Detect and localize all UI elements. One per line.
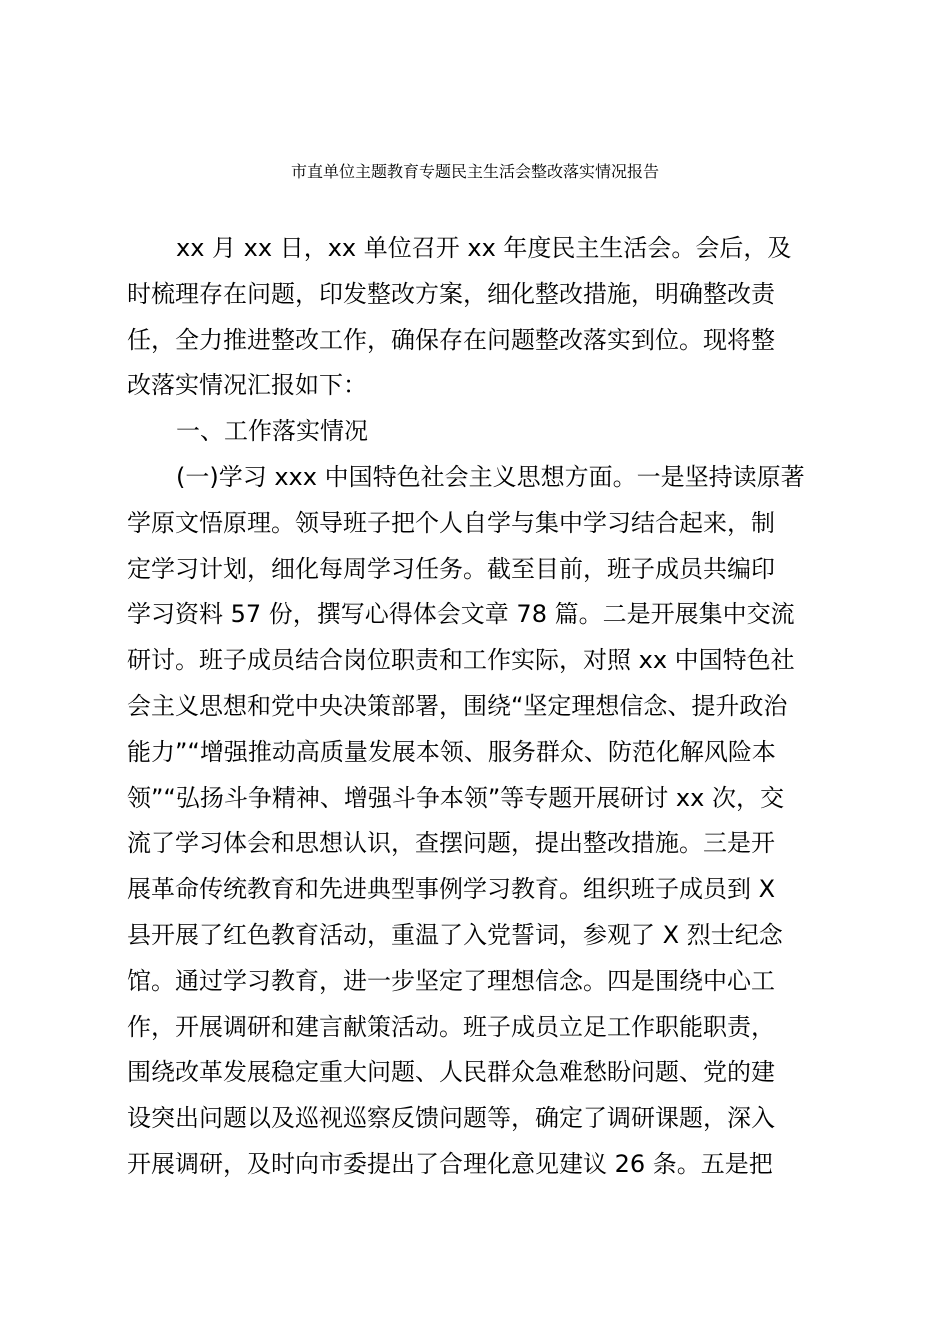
text-line: 学原文悟原理。领导班子把个人自学与集中学习结合起来，制 (127, 508, 775, 537)
text-line: 县开展了红色教育活动，重温了入党誓词，参观了 X 烈士纪念 (127, 920, 783, 949)
document-body (127, 226, 827, 1188)
text-line: 研讨。班子成员结合岗位职责和工作实际，对照 xx 中国特色社 (127, 646, 795, 675)
text-line: 开展调研，及时向市委提出了合理化意见建议 26 条。五是把 (127, 1149, 773, 1178)
text-line: 能力”“增强推动高质量发展本领、服务群众、防范化解风险本 (127, 737, 776, 766)
text-line: 定学习计划，细化每周学习任务。截至目前，班子成员共编印 (127, 554, 775, 583)
text-line: 会主义思想和党中央决策部署，围绕“坚定理想信念、提升政治 (127, 691, 788, 720)
text-line: 流了学习体会和思想认识，查摆问题，提出整改措施。三是开 (127, 829, 775, 858)
text-line: 设突出问题以及巡视巡察反馈问题等，确定了调研课题，深入 (127, 1104, 775, 1133)
text-line: 馆。通过学习教育，进一步坚定了理想信念。四是围绕中心工 (127, 966, 775, 995)
text-line: 改落实情况汇报如下： (127, 371, 367, 400)
text-line: xx 月 xx 日，xx 单位召开 xx 年度民主生活会。会后，及 (176, 234, 792, 262)
text-line: 学习资料 57 份，撰写心得体会文章 78 篇。二是开展集中交流 (127, 600, 795, 629)
text-line: (一)学习 xxx 中国特色社会主义思想方面。一是坚持读原著 (176, 462, 805, 491)
text-line: 作，开展调研和建言献策活动。班子成员立足工作职能职责， (127, 1012, 775, 1041)
text-line: 一、工作落实情况 (176, 417, 368, 446)
text-line: 围绕改革发展稳定重大问题、人民群众急难愁盼问题、党的建 (127, 1058, 775, 1087)
text-line: 时梳理存在问题，印发整改方案，细化整改措施，明确整改责 (127, 279, 775, 308)
text-line: 展革命传统教育和先进典型事例学习教育。组织班子成员到 X (127, 875, 776, 904)
text-line: 领”“弘扬斗争精神、增强斗争本领”等专题开展研讨 xx 次，交 (127, 783, 784, 812)
text-line: 任，全力推进整改工作，确保存在问题整改落实到位。现将整 (127, 325, 775, 354)
document-title: 市直单位主题教育专题民主生活会整改落实情况报告 (290, 162, 659, 181)
